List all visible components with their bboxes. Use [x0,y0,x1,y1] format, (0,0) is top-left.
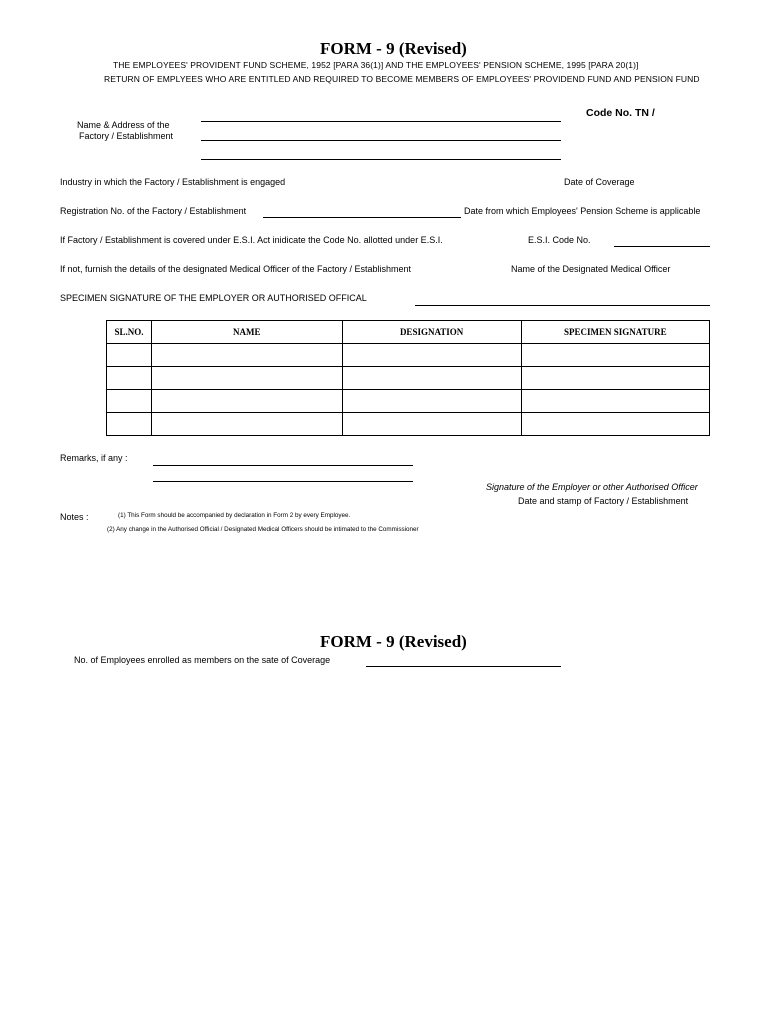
form-title: FORM - 9 (Revised) [320,39,467,58]
table-row [107,390,710,413]
industry-label: Industry in which the Factory / Establishment is engaged [60,177,286,187]
col-header-designation: DESIGNATION [342,321,521,344]
form-subtitle-return: RETURN OF EMPLYEES WHO ARE ENTITLED AND REQUIRED TO BECOME MEMBERS OF EMPLOYEES' PROVIDEND FUND AND PENSION FUND [104,74,700,84]
table-cell[interactable] [107,367,152,390]
table-cell[interactable] [342,344,521,367]
table-cell[interactable] [107,344,152,367]
note-1: (1) This Form should be accompanied by declaration in Form 2 by every Employee. [118,512,351,519]
esi-code-label: E.S.I. Code No. [528,235,591,245]
table-cell[interactable] [521,344,709,367]
table-header-row [107,321,710,344]
form-subtitle-scheme: THE EMPLOYEES' PROVIDENT FUND SCHEME, 1952 [PARA 36(1)] AND THE EMPLOYEES' PENSION SCHEME, 1995 [PARA 20(1)] [113,60,639,70]
table-cell[interactable] [151,390,342,413]
remarks-field-line1[interactable] [153,465,413,466]
col-header-name: NAME [151,321,342,344]
medical-officer-label: If not, furnish the details of the designated Medical Officer of the Factory / Establishment [60,264,412,274]
remarks-field-line2[interactable] [153,481,413,482]
table-cell[interactable] [342,413,521,436]
name-address-label-line2: Factory / Establishment [79,131,174,141]
name-address-label-line1: Name & Address of the [77,120,170,130]
table-cell[interactable] [107,390,152,413]
table-cell[interactable] [107,413,152,436]
table-cell[interactable] [151,344,342,367]
table-row [107,344,710,367]
col-header-specimen-signature: SPECIMEN SIGNATURE [521,321,709,344]
note-2: (2) Any change in the Authorised Official / Designated Medical Officers should be intimated to the Commissioner [107,526,419,533]
specimen-signature-table [106,320,710,436]
date-of-coverage-label: Date of Coverage [564,177,635,187]
table-row [107,367,710,390]
registration-no-label: Registration No. of the Factory / Establishment [60,206,247,216]
table-cell[interactable] [521,390,709,413]
table-cell[interactable] [521,367,709,390]
table-cell[interactable] [342,367,521,390]
employees-enrolled-label: No. of Employees enrolled as members on the sate of Coverage [74,655,331,665]
table-cell[interactable] [151,367,342,390]
table-cell[interactable] [342,390,521,413]
col-header-sl-no: SL.NO. [107,321,152,344]
employees-enrolled-field[interactable] [366,666,561,667]
employer-signature-label: Signature of the Employer or other Authorised Officer [486,482,698,492]
table-row [107,413,710,436]
esi-covered-label: If Factory / Establishment is covered under E.S.I. Act inidicate the Code No. allotted under E.S.I. [60,235,443,245]
code-no-label: Code No. TN / [586,107,655,119]
notes-label: Notes : [60,512,89,522]
table-cell[interactable] [151,413,342,436]
pension-date-label: Date from which Employees' Pension Scheme is applicable [464,206,701,216]
date-stamp-label: Date and stamp of Factory / Establishment [518,496,689,506]
table-cell[interactable] [521,413,709,436]
specimen-signature-heading: SPECIMEN SIGNATURE OF THE EMPLOYER OR AUTHORISED OFFICAL [60,293,367,303]
medical-officer-name-label: Name of the Designated Medical Officer [511,264,671,274]
specimen-table-clip [0,0,710,460]
form-title-page2: FORM - 9 (Revised) [320,632,467,651]
remarks-label: Remarks, if any : [60,453,128,463]
